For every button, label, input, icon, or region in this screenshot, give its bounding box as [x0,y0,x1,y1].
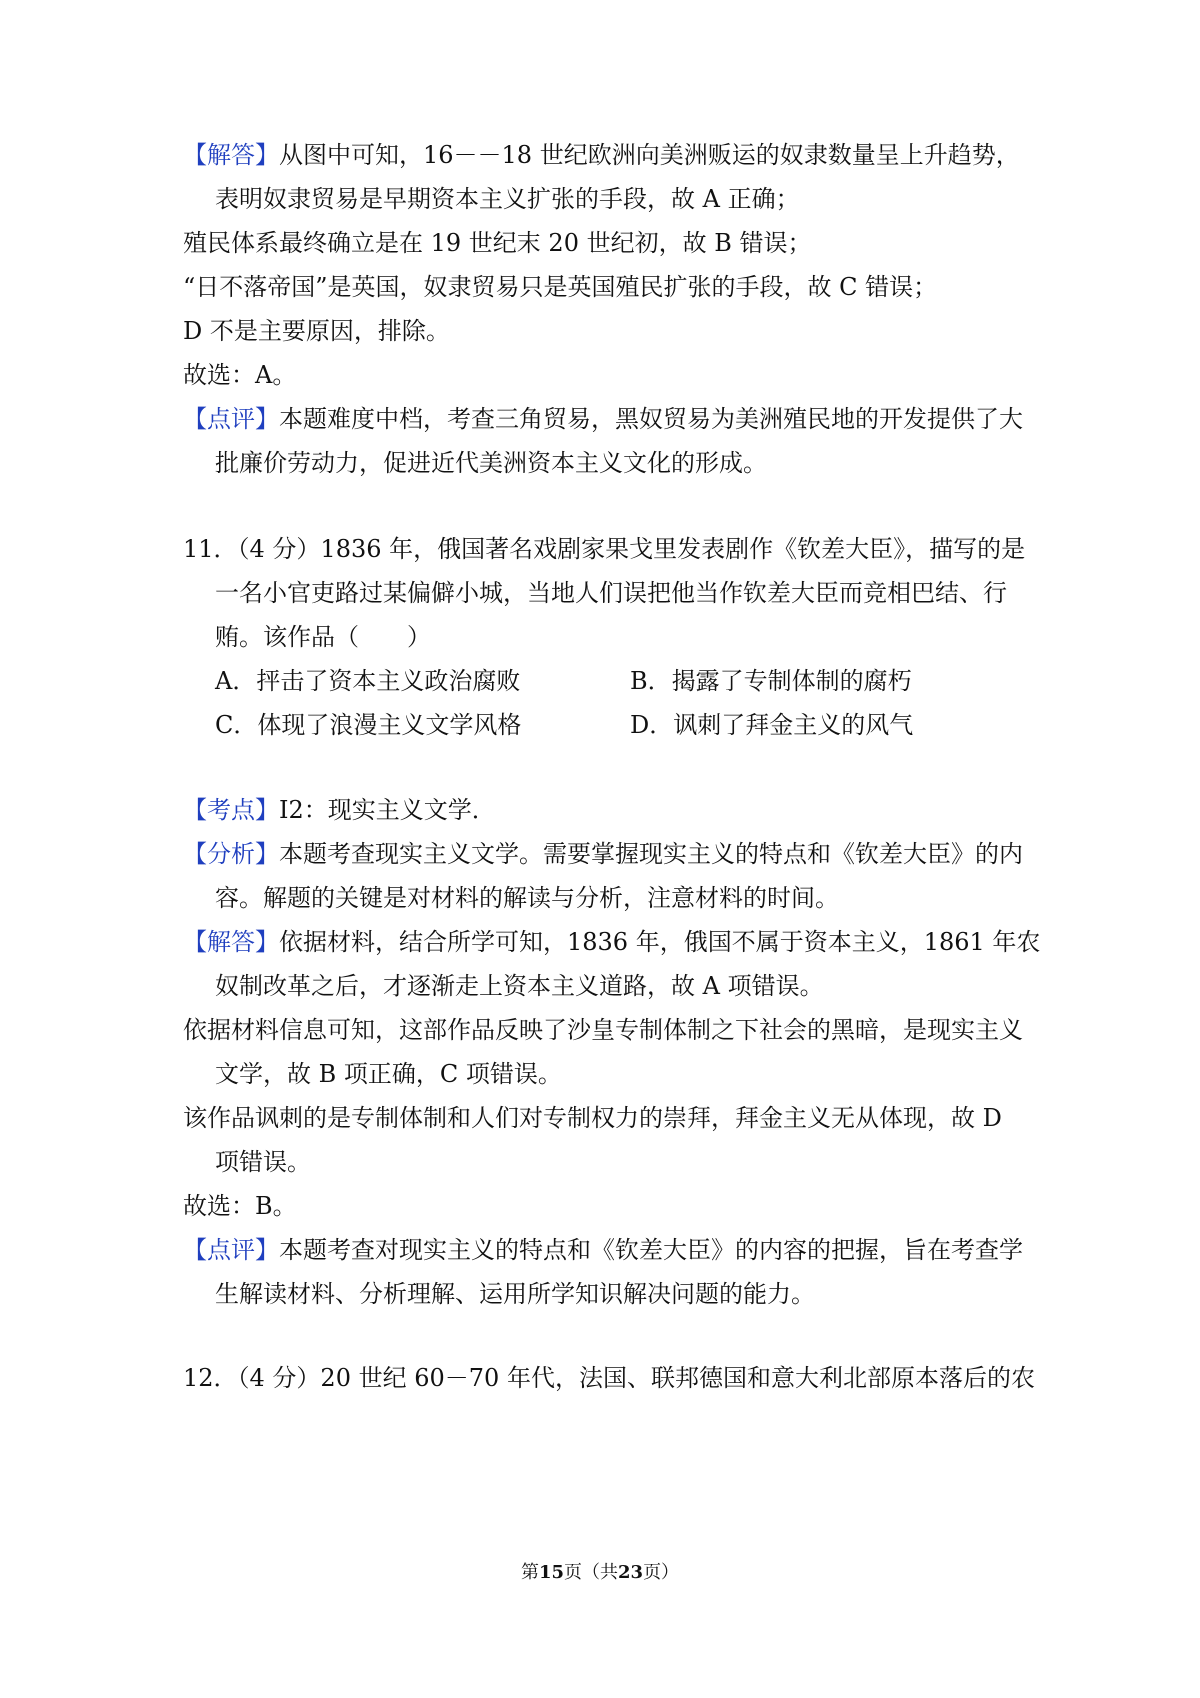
answer-line: 殖民体系最终确立是在 19 世纪末 20 世纪初，故 B 错误； [183,229,812,257]
answer-line: 项错误。 [215,1148,311,1176]
analysis-tag: 【分析】 [183,840,279,868]
answer-tag: 【解答】 [183,928,279,956]
total-page-number: 23 [618,1562,644,1583]
answer-line: “日不落帝国”是英国，奴隶贸易只是英国殖民扩张的手段，故 C 错误； [183,273,938,301]
answer-line: 依据材料信息可知，这部作品反映了沙皇专制体制之下社会的黑暗，是现实主义 [183,1016,1023,1044]
analysis-line: 【分析】本题考查现实主义文学。需要掌握现实主义的特点和《钦差大臣》的内 [183,840,1023,868]
point-line: 【考点】I2：现实主义文学． [183,796,496,824]
current-page-number: 15 [538,1562,564,1583]
answer-line: 【解答】依据材料，结合所学可知，1836 年，俄国不属于资本主义，1861 年农 [183,928,1041,956]
answer-line: 文学，故 B 项正确，C 项错误。 [215,1060,562,1088]
answer-choice: 故选：B。 [183,1192,297,1220]
answer-tag: 【解答】 [183,141,279,169]
answer-line: D 不是主要原因，排除。 [183,317,450,345]
page-footer: 第15页（共23页） [520,1562,680,1583]
answer-line: 该作品讽刺的是专制体制和人们对专制权力的崇拜，拜金主义无从体现，故 D [183,1104,1002,1132]
comment-line: 批廉价劳动力，促进近代美洲资本主义文化的形成。 [215,449,767,477]
option-b: B．揭露了专制体制的腐朽 [630,667,912,695]
question-11-stem: 一名小官吏路过某偏僻小城，当地人们误把他当作钦差大臣而竞相巴结、行 [215,579,1007,607]
answer-choice: 故选：A。 [183,361,297,389]
comment-tag: 【点评】 [183,405,279,433]
point-tag: 【考点】 [183,796,279,824]
answer-line: 【解答】从图中可知，16－－18 世纪欧洲向美洲贩运的奴隶数量呈上升趋势， [183,141,1020,169]
comment-tag: 【点评】 [183,1236,279,1264]
analysis-line: 容。解题的关键是对材料的解读与分析，注意材料的时间。 [215,884,839,912]
question-12-stem: 12．（4 分）20 世纪 60－70 年代，法国、联邦德国和意大利北部原本落后的农 [183,1364,1035,1392]
question-11-stem: 贿。该作品（ ） [215,623,431,651]
comment-line: 生解读材料、分析理解、运用所学知识解决问题的能力。 [215,1280,815,1308]
option-c: C．体现了浪漫主义文学风格 [215,711,522,739]
option-a: A．抨击了资本主义政治腐败 [215,667,521,695]
comment-line: 【点评】本题难度中档，考查三角贸易，黑奴贸易为美洲殖民地的开发提供了大 [183,405,1023,433]
question-11-stem: 11．（4 分）1836 年，俄国著名戏剧家果戈里发表剧作《钦差大臣》，描写的是 [183,535,1026,563]
option-d: D．讽刺了拜金主义的风气 [630,711,914,739]
comment-line: 【点评】本题考查对现实主义的特点和《钦差大臣》的内容的把握，旨在考查学 [183,1236,1023,1264]
answer-line: 奴制改革之后，才逐渐走上资本主义道路，故 A 项错误。 [215,972,824,1000]
answer-line: 表明奴隶贸易是早期资本主义扩张的手段，故 A 正确； [215,185,800,213]
